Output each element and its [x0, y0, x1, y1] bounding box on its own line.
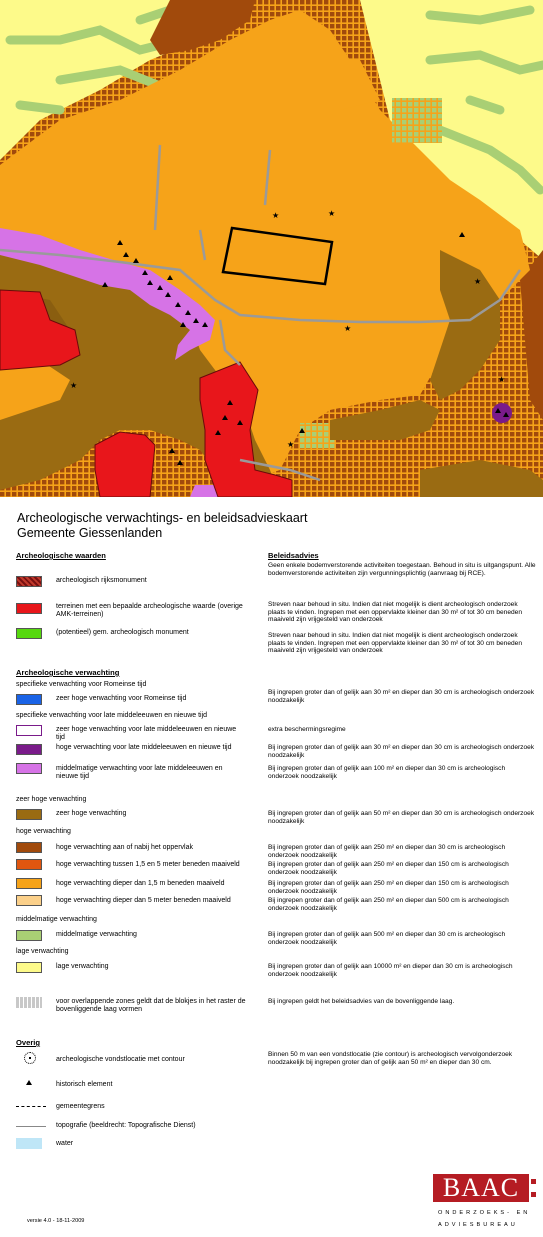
svg-text:★: ★	[498, 375, 506, 384]
legend-label: lage verwachting	[56, 963, 109, 970]
svg-text:★: ★	[287, 440, 295, 449]
legend-label: archeologisch rijksmonument	[56, 577, 147, 584]
legend-label: zeer hoge verwachting voor late middeleeuwen en nieuwe tijd	[56, 726, 237, 741]
subsection-middel: middelmatige verwachting	[16, 916, 97, 923]
legend-label: hoge verwachting voor late middeleeuwen en nieuwe tijd	[56, 744, 232, 751]
swatch-overlap-grid	[16, 997, 42, 1008]
policy-text: Bij ingrepen groter dan of gelijk aan 250 m² en dieper dan 500 cm is archeologisch onderzoek noodzakelijk	[268, 897, 509, 912]
swatch-rijksmonument	[16, 576, 42, 587]
swatch-hoog-1-5	[16, 859, 42, 870]
municipal-border-line-icon	[16, 1106, 46, 1107]
legend-label: (potentieel) gem. archeologisch monument	[56, 629, 189, 636]
triangle-icon	[26, 1080, 32, 1085]
find-location-contour-icon	[24, 1052, 36, 1064]
section-verwachting-heading: Archeologische verwachting	[16, 668, 120, 677]
policy-text: Bij ingrepen groter dan of gelijk aan 100 m² en dieper dan 30 cm is archeologisch onderzoek noodzakelijk	[268, 765, 506, 780]
section-waarden-heading: Archeologische waarden	[16, 551, 106, 560]
subsection-romeinse: specifieke verwachting voor Romeinse tijd	[16, 681, 147, 688]
legend-label: topografie (beeldrecht: Topografische Dienst)	[56, 1122, 196, 1129]
swatch-hoog-5m	[16, 895, 42, 906]
legend-panel	[0, 497, 543, 1237]
policy-text: Bij ingrepen groter dan of gelijk aan 250 m² en dieper dan 30 cm is archeologisch onderzoek noodzakelijk	[268, 844, 506, 859]
policy-text: Bij ingrepen groter dan of gelijk aan 10000 m² en dieper dan 30 cm is archeologisch onderzoek noodzakelijk	[268, 963, 513, 978]
version-text: versie 4.0 - 18-11-2009	[27, 1218, 85, 1224]
section-beleid-heading: Beleidsadvies	[268, 551, 319, 560]
subsection-zeer-hoog: zeer hoge verwachting	[16, 796, 87, 803]
logo-tagline-2: ADVIESBUREAU	[438, 1222, 518, 1228]
svg-text:★: ★	[328, 209, 336, 218]
legend-label: voor overlappende zones geldt dat de blokjes in het raster de bovenliggende laag vormen	[56, 998, 246, 1013]
legend-label: middelmatige verwachting	[56, 931, 137, 938]
subsection-laag: lage verwachting	[16, 948, 69, 955]
legend-label: hoge verwachting dieper dan 5 meter beneden maaiveld	[56, 897, 231, 904]
legend-label: terreinen met een bepaalde archeologische waarde (overige AMK-terreinen)	[56, 603, 243, 618]
legend-label: hoge verwachting dieper dan 1,5 m beneden maaiveld	[56, 880, 225, 887]
swatch-water	[16, 1138, 42, 1149]
svg-text:★: ★	[344, 324, 352, 333]
policy-text: Bij ingrepen groter dan of gelijk aan 30 m² en dieper dan 30 cm is archeologisch onderzoek noodzakelijk	[268, 744, 535, 759]
legend-label: hoge verwachting aan of nabij het oppervlak	[56, 844, 193, 851]
legend-label: gemeentegrens	[56, 1103, 105, 1110]
policy-text: Streven naar behoud in situ. Indien dat niet mogelijk is dient archeologisch onderzoek plaats te vinden. Ingrepen met een oppervlakte kleiner dan 30 m² of tot 30 cm beneden maaiveld zijn vrijgesteld van onderzoek	[268, 601, 523, 624]
legend-label: hoge verwachting tussen 1,5 en 5 meter beneden maaiveld	[56, 861, 240, 868]
archaeology-map	[0, 0, 543, 497]
legend-label: zeer hoge verwachting voor Romeinse tijd	[56, 695, 187, 702]
policy-text: Bij ingrepen geldt het beleidsadvies van de bovenliggende laag.	[268, 998, 455, 1005]
swatch-hoog-dieper	[16, 878, 42, 889]
legend-label: middelmatige verwachting voor late middeleeuwen en nieuwe tijd	[56, 765, 223, 780]
legend-label: zeer hoge verwachting	[56, 810, 127, 817]
legend-label: water	[56, 1140, 74, 1147]
policy-text: Bij ingrepen groter dan of gelijk aan 250 m² en dieper dan 150 cm is archeologisch onderzoek noodzakelijk	[268, 880, 509, 895]
swatch-zeer-hoog	[16, 809, 42, 820]
swatch-middeleeuwen-hoog	[16, 744, 42, 755]
swatch-hoog-oppervlak	[16, 842, 42, 853]
swatch-middeleeuwen-middel	[16, 763, 42, 774]
policy-text: Bij ingrepen groter dan of gelijk aan 250 m² en dieper dan 150 cm is archeologisch onderzoek noodzakelijk	[268, 861, 509, 876]
swatch-laag	[16, 962, 42, 973]
logo-tagline-1: ONDERZOEKS- EN	[438, 1210, 531, 1216]
legend-label: archeologische vondstlocatie met contour	[56, 1056, 185, 1063]
logo-colon-mark	[531, 1179, 536, 1197]
swatch-romeinse	[16, 694, 42, 705]
svg-text:★: ★	[272, 211, 280, 220]
subsection-hoog: hoge verwachting	[16, 828, 71, 835]
policy-text: Geen enkele bodemverstorende activiteiten toegestaan. Behoud in situ is uitgangspunt. Alle bodemverstorende activiteiten zijn vergunningsplichtig (aanvraag bij RCE).	[268, 562, 536, 577]
subsection-middeleeuwen: specifieke verwachting voor late middeleeuwen en nieuwe tijd	[16, 712, 208, 719]
topography-line-icon	[16, 1126, 46, 1127]
swatch-gem-monument	[16, 628, 42, 639]
policy-text: Bij ingrepen groter dan of gelijk aan 30 m² en dieper dan 30 cm is archeologisch onderzoek noodzakelijk	[268, 689, 535, 704]
legend-label: historisch element	[56, 1081, 113, 1088]
policy-text: extra beschermingsregime	[268, 726, 346, 733]
swatch-middeleeuwen-zeer-hoog	[16, 725, 42, 736]
policy-text: Binnen 50 m van een vondstlocatie (zie contour) is archeologisch vervolgonderzoek noodzakelijk bij ingrepen groter dan of gelijk aan 50 m² en dieper dan 30 cm.	[268, 1051, 513, 1066]
policy-text: Bij ingrepen groter dan of gelijk aan 500 m² en dieper dan 30 cm is archeologisch onderzoek noodzakelijk	[268, 931, 506, 946]
swatch-amk-terrain	[16, 603, 42, 614]
legend-subtitle: Gemeente Giessenlanden	[17, 526, 163, 540]
baac-logo: BAAC	[433, 1174, 529, 1202]
policy-text: Streven naar behoud in situ. Indien dat niet mogelijk is dient archeologisch onderzoek plaats te vinden. Ingrepen met een oppervlakte kleiner dan 30 m² of tot 30 cm beneden maaiveld zijn vrijgesteld van onderzoek	[268, 632, 523, 655]
swatch-middel	[16, 930, 42, 941]
svg-text:★: ★	[474, 277, 482, 286]
policy-text: Bij ingrepen groter dan of gelijk aan 50 m² en dieper dan 30 cm is archeologisch onderzoek noodzakelijk	[268, 810, 535, 825]
legend-title: Archeologische verwachtings- en beleidsadvieskaart	[17, 511, 308, 525]
svg-text:★: ★	[70, 381, 78, 390]
section-overig-heading: Overig	[16, 1038, 41, 1047]
